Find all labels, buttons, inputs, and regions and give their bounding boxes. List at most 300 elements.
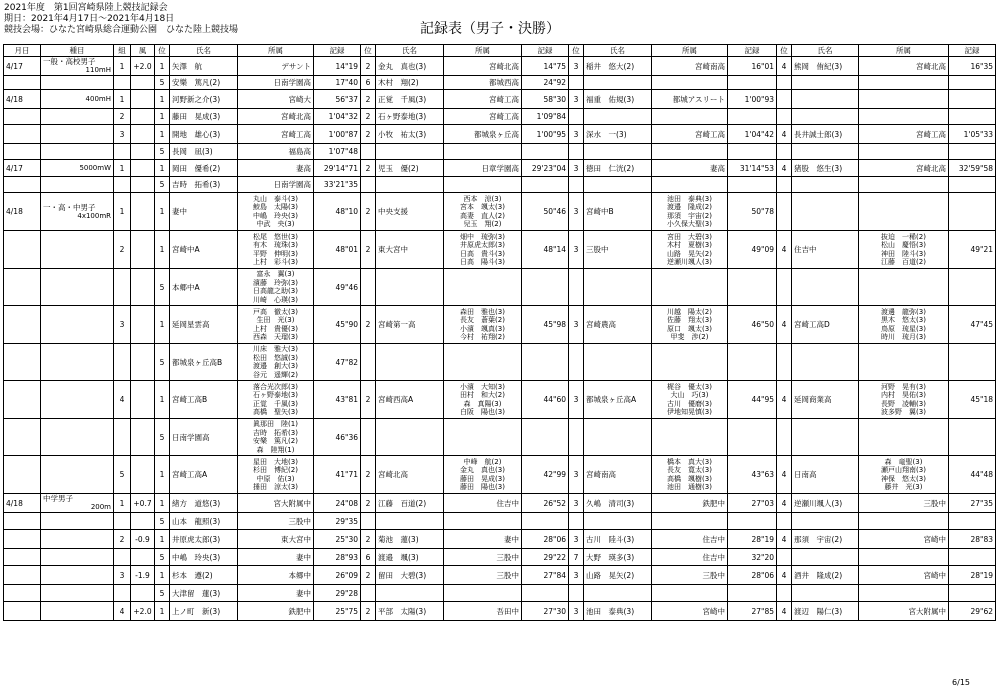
team-cell: 鉄肥中 [652,494,728,513]
record-cell: 45"90 [314,306,361,344]
record-cell: 56"37 [314,90,361,109]
team-cell [652,109,728,125]
name-cell: 稲井 悠大(2) [584,57,652,76]
relay-member: 落合光次郎(3) [253,382,298,391]
place-cell: 2 [361,90,376,109]
place-cell: 1 [155,602,170,621]
record-cell: 1'05"33 [949,125,996,144]
name-cell: 緒方 道悠(3) [170,494,238,513]
name-cell: 宮崎第一高 [376,306,444,344]
name-cell: 住吉中 [792,231,859,269]
heat-cell: 1 [114,494,131,513]
team-cell [444,585,522,602]
team-cell [859,419,949,456]
place-cell: 1 [155,231,170,269]
place-cell: 6 [361,549,376,566]
place-cell [777,513,792,530]
place-cell: 7 [569,549,584,566]
name-cell [584,109,652,125]
place-cell [777,419,792,456]
relay-member: 高橋 聖矢(3) [253,408,298,416]
name-cell [376,344,444,381]
table-row [4,177,996,193]
record-cell: 27"35 [949,494,996,513]
place-cell: 4 [777,231,792,269]
name-cell: 児玉 優(2) [376,160,444,177]
wind-cell [131,585,155,602]
members-cell [238,381,314,419]
results-table [3,44,996,621]
relay-member: 鮫島 太陽(3) [253,203,298,211]
name-cell [584,419,652,456]
place-cell: 1 [155,160,170,177]
date-cell [4,530,41,549]
wind-cell [131,109,155,125]
column-header: 所属 [444,45,522,57]
event-cell [41,585,114,602]
place-cell: 4 [777,160,792,177]
relay-member: 抜迫 一稀(2) [881,232,926,241]
place-cell [569,109,584,125]
event-cell [41,193,114,231]
team-cell [859,585,949,602]
team-cell: 宮崎北高 [444,57,522,76]
relay-member: 日高 貴斗(3) [460,249,505,258]
team-cell: 宮崎南高 [652,57,728,76]
record-cell: 14"75 [522,57,569,76]
column-header: 位 [361,45,376,57]
name-cell: 古川 陸斗(3) [584,530,652,549]
name-cell: 深水 一(3) [584,125,652,144]
record-cell: 47"45 [949,306,996,344]
relay-member: 鳥原 琉星(3) [881,324,926,333]
place-cell: 2 [361,530,376,549]
column-header: 氏名 [792,45,859,57]
wind-cell: -1.9 [131,566,155,585]
event-category: 一・高・中男子 [43,202,96,212]
column-header: 位 [569,45,584,57]
relay-member: 時川 琉月(3) [881,333,926,341]
wind-cell: +0.7 [131,494,155,513]
name-cell: 延岡商業高 [792,381,859,419]
event-cell [41,109,114,125]
wind-cell [131,90,155,109]
date-cell [4,585,41,602]
place-cell: 2 [361,57,376,76]
name-cell: 本郷中A [170,269,238,306]
table-row [4,160,996,177]
relay-member: 宮本 颯太(3) [460,203,505,211]
table-row [4,381,996,419]
name-cell: 那須 宇宙(2) [792,530,859,549]
name-cell: 酒井 隆成(2) [792,566,859,585]
event-category: 一般・高校男子 [43,57,96,66]
name-cell: 大津留 蓮(3) [170,585,238,602]
name-cell: 岡田 優希(2) [170,160,238,177]
relay-member: 山路 晃矢(2) [667,249,712,258]
record-cell [728,344,777,381]
members-cell [238,269,314,306]
heat-cell: 3 [114,566,131,585]
team-cell: 宮大附属中 [859,602,949,621]
relay-member: 長友 蒼葉(2) [460,316,505,324]
table-row [4,109,996,125]
record-cell: 46"36 [314,419,361,456]
event-cell [41,76,114,90]
name-cell: 日南学園高 [170,419,238,456]
team-cell [444,269,522,306]
record-cell [949,513,996,530]
name-cell [584,144,652,160]
relay-member: 小濱 颯真(3) [460,324,505,333]
name-cell: 三股中 [584,231,652,269]
place-cell: 3 [569,57,584,76]
record-cell: 27"03 [728,494,777,513]
team-cell: 吾田中 [444,602,522,621]
heat-cell: 3 [114,125,131,144]
record-cell [522,144,569,160]
team-cell: 宮崎北高 [859,160,949,177]
team-cell: 鉄肥中 [238,602,314,621]
members-cell [444,456,522,494]
relay-member: 逆瀬川颯人(3) [667,258,712,266]
relay-member: 畑中 琉弥(3) [460,232,505,241]
record-cell: 46"50 [728,306,777,344]
members-cell [238,231,314,269]
record-cell: 44"95 [728,381,777,419]
name-cell [376,419,444,456]
relay-member: 松山 慶悟(3) [881,241,926,249]
record-cell: 1'04"42 [728,125,777,144]
members-cell [859,306,949,344]
record-cell: 48"10 [314,193,361,231]
place-cell: 3 [569,125,584,144]
name-cell: 宮崎工高A [170,456,238,494]
members-cell [238,419,314,456]
name-cell [376,177,444,193]
record-cell [949,177,996,193]
name-cell [584,177,652,193]
table-row [4,419,996,456]
date-cell [4,177,41,193]
name-cell: 宮崎北高 [376,456,444,494]
team-cell: 宮崎工高 [444,109,522,125]
place-cell: 4 [777,602,792,621]
name-cell: 平部 太陽(3) [376,602,444,621]
name-cell: 安樂 篤凡(2) [170,76,238,90]
relay-member: 松田 悠誠(3) [253,353,298,362]
column-header: 組 [114,45,131,57]
record-cell: 28"83 [949,530,996,549]
team-cell [859,109,949,125]
team-cell [652,177,728,193]
team-cell [859,90,949,109]
record-cell: 14"19 [314,57,361,76]
relay-member: 松尾 悠世(3) [253,232,298,241]
place-cell: 5 [155,419,170,456]
relay-member: 池田 通樹(3) [667,483,712,491]
place-cell: 3 [569,494,584,513]
team-cell: 三股中 [444,566,522,585]
record-cell [949,419,996,456]
record-cell: 29'14"71 [314,160,361,177]
name-cell [376,513,444,530]
relay-member: 川崎 心瑛(3) [253,295,298,304]
place-cell: 5 [155,144,170,160]
name-cell: 中央支援 [376,193,444,231]
relay-member: 星田 大地(3) [253,457,298,466]
record-cell: 32'59"58 [949,160,996,177]
name-cell [584,344,652,381]
place-cell [777,76,792,90]
place-cell: 1 [155,125,170,144]
heat-cell [114,344,131,381]
team-cell: 妻中 [444,530,522,549]
place-cell: 1 [155,90,170,109]
team-cell: 都城西高 [444,76,522,90]
place-cell: 2 [361,494,376,513]
relay-member: 大山 巧(3) [670,391,709,399]
team-cell: 宮大附属中 [238,494,314,513]
members-cell [444,381,522,419]
team-cell: 三股中 [859,494,949,513]
team-cell: 三股中 [444,549,522,566]
team-cell: 住吉中 [652,549,728,566]
team-cell [859,76,949,90]
heat-cell [114,513,131,530]
name-cell: 留田 大碧(3) [376,566,444,585]
table-row [4,602,996,621]
record-cell: 28"19 [949,566,996,585]
date-cell: 4/17 [4,57,41,76]
place-cell: 2 [361,109,376,125]
team-cell: 東大宮中 [238,530,314,549]
relay-member: 森 陸翔(1) [256,445,295,454]
column-header: 記録 [522,45,569,57]
page-title: 記録表（男子・決勝） [420,21,560,37]
name-cell: 木村 翔(2) [376,76,444,90]
place-cell [777,109,792,125]
place-cell [777,193,792,231]
relay-member: 眞那田 陸(1) [253,420,298,428]
wind-cell: -0.9 [131,530,155,549]
team-cell: 都城泉ヶ丘高 [444,125,522,144]
place-cell: 3 [569,90,584,109]
name-cell: 久嶋 清司(3) [584,494,652,513]
record-cell [522,585,569,602]
event-cell [41,177,114,193]
heat-cell [114,585,131,602]
record-cell: 28"93 [314,549,361,566]
record-cell [949,144,996,160]
relay-member: 富永 翼(3) [256,270,295,278]
team-cell: 宮崎北高 [859,57,949,76]
members-cell [238,344,314,381]
record-cell [728,269,777,306]
place-cell: 3 [569,306,584,344]
team-cell [444,513,522,530]
table-row [4,90,996,109]
place-cell [361,344,376,381]
place-cell [777,549,792,566]
date-cell [4,76,41,90]
place-cell [361,513,376,530]
members-cell [652,456,728,494]
record-cell: 48"01 [314,231,361,269]
name-cell [792,269,859,306]
relay-member: 森田 雅也(3) [460,307,505,316]
date-cell: 4/18 [4,90,41,109]
table-row [4,57,996,76]
name-cell: 開地 雄心(3) [170,125,238,144]
event-cell [41,344,114,381]
team-cell [652,144,728,160]
place-cell [569,76,584,90]
name-cell [792,513,859,530]
name-cell [792,177,859,193]
team-cell: 妻中 [238,549,314,566]
wind-cell [131,125,155,144]
team-cell [652,76,728,90]
name-cell [584,513,652,530]
team-cell: デサント [238,57,314,76]
relay-member: 池田 泰典(3) [667,194,712,203]
table-row [4,344,996,381]
table-row [4,144,996,160]
place-cell: 3 [569,566,584,585]
place-cell: 1 [155,306,170,344]
record-cell: 33'21"35 [314,177,361,193]
team-cell [652,419,728,456]
relay-member: 今村 祐翔(2) [460,333,505,341]
name-cell: 福重 佑規(3) [584,90,652,109]
members-cell [652,306,728,344]
table-row [4,585,996,602]
place-cell: 5 [155,76,170,90]
team-cell: 宮崎中 [859,530,949,549]
team-cell [859,177,949,193]
name-cell: 大野 瑛多(3) [584,549,652,566]
name-cell: 猪股 悠生(3) [792,160,859,177]
record-cell [522,344,569,381]
date-cell [4,381,41,419]
place-cell [569,177,584,193]
heat-cell: 5 [114,456,131,494]
team-cell [859,269,949,306]
place-cell: 2 [361,381,376,419]
heat-cell: 2 [114,530,131,549]
wind-cell: +2.0 [131,602,155,621]
record-cell: 26"52 [522,494,569,513]
name-cell: 上ノ町 新(3) [170,602,238,621]
relay-member: 那須 宇宙(2) [667,211,712,220]
name-cell: 逆瀬川颯人(3) [792,494,859,513]
relay-member: 日高 陽斗(3) [460,258,505,266]
record-cell [728,109,777,125]
team-cell [652,269,728,306]
relay-member: 古川 優磨(3) [667,399,712,408]
team-cell: 日章学園高 [444,160,522,177]
name-cell [792,193,859,231]
team-cell: 三股中 [238,513,314,530]
heat-cell: 2 [114,231,131,269]
name-cell: 宮崎工高D [792,306,859,344]
table-row [4,456,996,494]
table-row [4,566,996,585]
record-cell [522,419,569,456]
record-cell: 1'04"32 [314,109,361,125]
event-name: 200m [90,503,111,511]
table-row [4,125,996,144]
place-cell: 4 [777,456,792,494]
relay-member: 伊地知晃慎(3) [667,408,712,416]
wind-cell [131,76,155,90]
members-cell [444,231,522,269]
event-cell [41,566,114,585]
date-cell [4,344,41,381]
date-cell: 4/17 [4,160,41,177]
record-cell: 49"21 [949,231,996,269]
place-cell: 2 [361,125,376,144]
relay-member: 平野 伸明(3) [253,249,298,258]
name-cell [376,585,444,602]
column-header: 氏名 [170,45,238,57]
relay-member: 長友 寛太(3) [667,466,712,474]
name-cell: 宮崎西高A [376,381,444,419]
team-cell: 都城アスリート [652,90,728,109]
relay-member: 小久保大聖(3) [667,220,712,228]
column-header: 月日 [4,45,41,57]
place-cell: 3 [569,602,584,621]
place-cell: 5 [155,549,170,566]
relay-member: 金丸 真也(3) [460,466,505,474]
record-cell [522,177,569,193]
event-cell [41,144,114,160]
team-cell [652,585,728,602]
team-cell [444,344,522,381]
members-cell [859,381,949,419]
table-row [4,549,996,566]
relay-member: 甲斐 渉(2) [670,333,709,341]
relay-member: 原口 颯太(3) [667,324,712,333]
place-cell [569,344,584,381]
name-cell: 正覚 千風(3) [376,90,444,109]
record-cell: 31'14"53 [728,160,777,177]
relay-member: 杉田 博紀(2) [253,466,298,474]
team-cell: 住吉中 [652,530,728,549]
name-cell [584,269,652,306]
team-cell: 住吉中 [444,494,522,513]
name-cell: 渡邉 颯(3) [376,549,444,566]
place-cell: 4 [777,381,792,419]
relay-member: 石ヶ野泰地(3) [253,391,298,399]
record-cell [949,344,996,381]
wind-cell [131,456,155,494]
heat-cell [114,549,131,566]
relay-member: 長野 凌輔(3) [881,399,926,408]
place-cell: 2 [361,160,376,177]
place-cell: 2 [361,306,376,344]
heat-cell: 2 [114,109,131,125]
relay-member: 藤田 陽也(3) [460,483,505,491]
event-cell [41,381,114,419]
event-cell [41,90,114,109]
record-cell: 1'07"48 [314,144,361,160]
relay-member: 内村 昊佑(3) [881,391,926,399]
record-cell [728,585,777,602]
team-cell: 三股中 [652,566,728,585]
name-cell: 山本 龍照(3) [170,513,238,530]
